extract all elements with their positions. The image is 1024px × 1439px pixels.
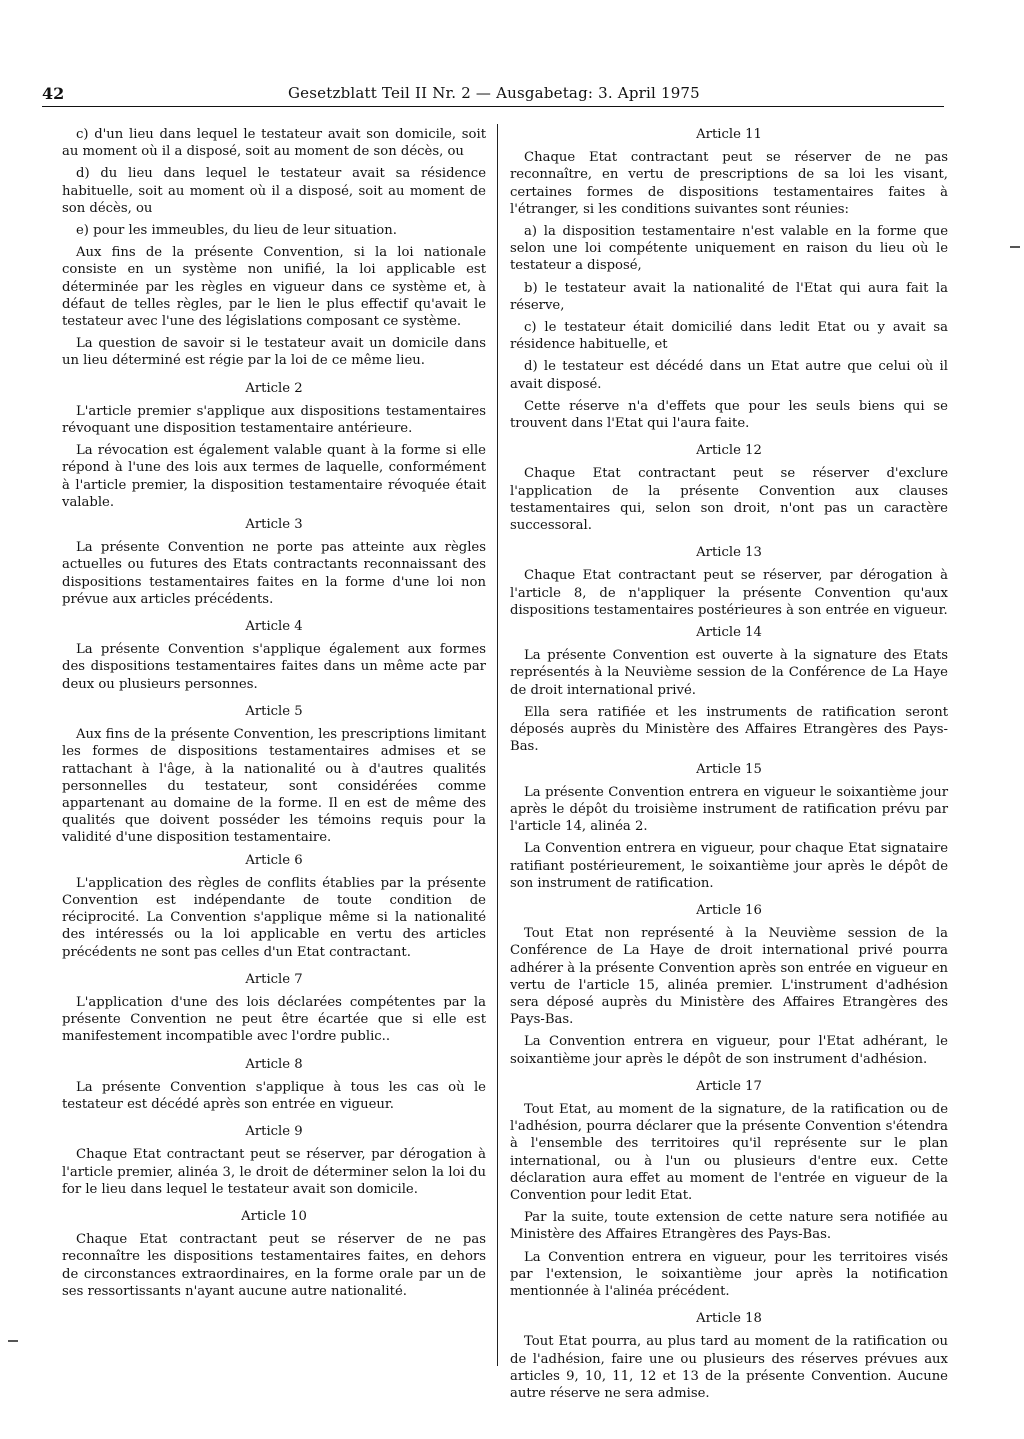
article-14-heading: Article 14 <box>696 625 762 641</box>
paragraph: d) le testateur est décédé dans un Etat autre que celui où il avait disposé. <box>510 359 948 392</box>
paragraph: Tout Etat, au moment de la signature, de la ratification ou de l'adhésion, pourra déclarer que la présente Convention s'étendra à l'ensemble des territoires qu'il représente sur le plan international, ou à l'un ou plusieurs d'entre eux. Cette déclaration aura effet au moment de l'entrée en vigueur de la Convention pour ledit Etat. <box>510 1101 948 1203</box>
article-10-heading: Article 10 <box>241 1208 307 1224</box>
paragraph: d) du lieu dans lequel le testateur avait sa résidence habituelle, soit au moment où il a disposé, soit au moment de son décès, ou <box>62 166 486 216</box>
scan-mark <box>8 1340 18 1342</box>
gazette-title: Gesetzblatt Teil II Nr. 2 — Ausgabetag: 3. April 1975 <box>288 84 700 102</box>
paragraph: Chaque Etat contractant peut se réserver de ne pas reconnaître les dispositions testamentaires faites, en dehors de circonstances extraordinaires, en la forme orale par un de ses ressortissants n'ayant aucune autre nationalité. <box>62 1232 486 1299</box>
paragraph: b) le testateur avait la nationalité de l'Etat qui aura fait la réserve, <box>510 280 948 313</box>
paragraph: La présente Convention s'applique également aux formes des dispositions testamentaires faites dans un même acte par deux ou plusieurs personnes. <box>62 642 486 692</box>
page-number: 42 <box>42 84 65 103</box>
paragraph: L'application d'une des lois déclarées compétentes par la présente Convention ne peut être écartée que si elle est manifestement incompatible avec l'ordre public.. <box>62 994 486 1045</box>
article-13-heading: Article 13 <box>696 545 762 561</box>
paragraph: La Convention entrera en vigueur, pour les territoires visés par l'extension, le soixantième jour après la notification mentionnée à l'alinéa précédent. <box>510 1249 948 1299</box>
article-6-heading: Article 6 <box>245 852 303 868</box>
paragraph: La Convention entrera en vigueur, pour chaque Etat signataire ratifiant postérieurement, le soixantième jour après le dépôt de son instrument de ratification. <box>510 841 948 891</box>
left-column <box>62 126 486 1371</box>
paragraph: e) pour les immeubles, du lieu de leur situation. <box>76 223 397 239</box>
paragraph: Aux fins de la présente Convention, si la loi nationale consiste en un système non unifié, la loi applicable est déterminée par les règles en vigueur dans ce système et, à défaut de telles règles, par le lien le plus effectif qu'avait le testateur avec l'une des législations composant ce système. <box>62 245 486 330</box>
paragraph: La révocation est également valable quant à la forme si elle répond à l'une des lois aux termes de laquelle, conformément à l'article premier, la disposition testamentaire révoquée était valable. <box>62 443 486 510</box>
paragraph: Cette réserve n'a d'effets que pour les seuls biens qui se trouvent dans l'Etat qui l'aura faite. <box>510 398 948 432</box>
article-11-heading: Article 11 <box>696 127 762 142</box>
scan-mark <box>1010 246 1020 248</box>
paragraph: La présente Convention est ouverte à la signature des Etats représentés à la Neuvième session de la Conférence de La Haye de droit international privé. <box>510 648 948 698</box>
paragraph: c) d'un lieu dans lequel le testateur avait son domicile, soit au moment où il a disposé, soit au moment de son décès, ou <box>62 127 486 160</box>
article-9-heading: Article 9 <box>245 1124 303 1140</box>
paragraph: Tout Etat non représenté à la Neuvième session de la Conférence de La Haye de droit international privé pourra adhérer à la présente Convention après son entrée en vigueur en vertu de l'article 15, alinéa premier. L'instrument d'adhésion sera déposé auprès du Ministère des Affaires Etrangères des Pays-Bas. <box>510 926 948 1028</box>
paragraph: Chaque Etat contractant peut se réserver d'exclure l'application de la présente Convention aux clauses testamentaires qui, selon son droit, n'ont pas un caractère successoral. <box>510 466 948 534</box>
paragraph: a) la disposition testamentaire n'est valable en la forme que selon une loi compétente uniquement en raison du lieu où le testateur a disposé, <box>510 224 948 274</box>
paragraph: La présente Convention s'applique à tous les cas où le testateur est décédé après son entrée en vigueur. <box>62 1079 486 1112</box>
paragraph: La présente Convention entrera en vigueur le soixantième jour après le dépôt du troisième instrument de ratification prévu par l'article 14, alinéa 2. <box>510 784 948 835</box>
running-header <box>42 84 944 107</box>
article-18-heading: Article 18 <box>696 1311 762 1327</box>
paragraph: Chaque Etat contractant peut se réserver de ne pas reconnaître, en vertu de prescriptions de sa loi les visant, certaines formes de dispositions testamentaires faites à l'étranger, si les conditions suivantes sont réunies: <box>510 150 948 217</box>
article-12-heading: Article 12 <box>696 443 762 459</box>
paragraph: c) le testateur était domicilié dans ledit Etat ou y avait sa résidence habituelle, et <box>510 320 948 353</box>
right-column <box>510 126 948 1401</box>
paragraph: La présente Convention ne porte pas atteinte aux règles actuelles ou futures des Etats contractants reconnaissant des dispositions testamentaires faites en la forme d'une loi non prévue aux articles précédents. <box>62 540 486 607</box>
paragraph: L'application des règles de conflits établies par la présente Convention est indépendante de toute condition de réciprocité. La Convention s'applique même si la nationalité des intéressés ou la loi applicable en vertu des articles précédents ne sont pas celles d'un Etat contractant. <box>62 875 486 960</box>
paragraph: La question de savoir si le testateur avait un domicile dans un lieu déterminé est régie par la loi de ce même lieu. <box>62 336 486 369</box>
paragraph: L'article premier s'applique aux dispositions testamentaires révoquant une disposition testamentaire antérieure. <box>62 403 486 437</box>
paragraph: Tout Etat pourra, au plus tard au moment de la ratification ou de l'adhésion, faire une ou plusieurs des réserves prévues aux articles 9, 10, 11, 12 et 13 de la présente Convention. Aucune autre réserve ne sera admise. <box>510 1334 948 1401</box>
article-17-heading: Article 17 <box>696 1078 762 1094</box>
paragraph: La Convention entrera en vigueur, pour l'Etat adhérant, le soixantième jour après le dépôt de son instrument d'adhésion. <box>510 1034 948 1067</box>
column-divider <box>497 124 498 1366</box>
paragraph: Chaque Etat contractant peut se réserver, par dérogation à l'article 8, de n'appliquer la présente Convention qu'aux dispositions testamentaires postérieures à son entrée en vigueur. <box>510 568 948 618</box>
article-3-heading: Article 3 <box>245 517 303 533</box>
paragraph: Chaque Etat contractant peut se réserver, par dérogation à l'article premier, alinéa 3, le droit de déterminer selon la loi du for le lieu dans lequel le testateur avait son domicile. <box>62 1147 486 1197</box>
paragraph: Par la suite, toute extension de cette nature sera notifiée au Ministère des Affaires Etrangères des Pays-Bas. <box>510 1210 948 1243</box>
article-7-heading: Article 7 <box>245 971 303 987</box>
article-16-heading: Article 16 <box>696 902 762 918</box>
article-5-heading: Article 5 <box>245 703 303 719</box>
paragraph: Aux fins de la présente Convention, les prescriptions limitant les formes de dispositions testamentaires admises et se rattachant à l'âge, à la nationalité ou à d'autres qualités personnelles du testateur, sont considérées comme appartenant au domaine de la forme. Il en est de même des qualités que doivent posséder les témoins requis pour la validité d'une disposition testamentaire. <box>62 727 486 846</box>
article-4-heading: Article 4 <box>245 619 303 635</box>
article-8-heading: Article 8 <box>245 1056 303 1072</box>
paragraph: Ella sera ratifiée et les instruments de ratification seront déposés auprès du Ministère des Affaires Etrangères des Pays-Bas. <box>510 704 948 755</box>
article-2-heading: Article 2 <box>245 380 303 396</box>
article-15-heading: Article 15 <box>696 761 762 777</box>
